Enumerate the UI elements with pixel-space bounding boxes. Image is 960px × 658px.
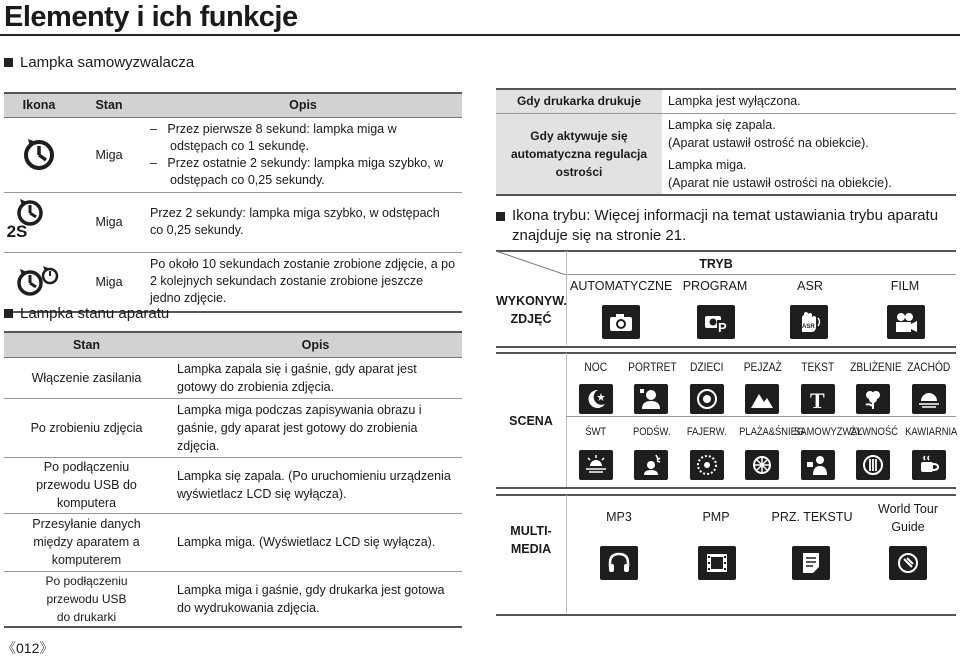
mode-label-asr: ASR [797, 279, 823, 293]
header-ikona: Ikona [4, 93, 74, 117]
landscape-icon [745, 384, 779, 414]
af-lamp-condition: Gdy aktywuje się automatyczna regulacja ostrości [496, 113, 662, 195]
scene-label: TEKST [801, 360, 835, 374]
mode-label-program: PROGRAM [682, 279, 748, 293]
header-stan: Stan [74, 93, 144, 117]
self-timer-10s-icon [4, 117, 74, 192]
state-cell: Po zrobieniu zdjęcia [4, 398, 169, 457]
scene-label: DZIECI [690, 360, 724, 374]
af-lamp-description: Lampka jest wyłączona. [662, 89, 956, 113]
table-top-rule [496, 494, 956, 496]
mm-label-pmp: PMP [702, 510, 730, 524]
world-tour-icon [889, 546, 927, 580]
state-cell: Włączenie zasilania [4, 357, 169, 398]
state-cell: Po podłączeniu przewodu USB do komputera [4, 457, 169, 513]
food-icon [856, 450, 890, 480]
mm-label-world-tour: World Tour Guide [878, 502, 938, 534]
page-title: Elementy i ich funkcje [4, 1, 298, 33]
dawn-icon [579, 450, 613, 480]
film-strip-icon [698, 546, 736, 580]
state-cell: Po podłączeniu przewodu USB do drukarki [4, 571, 169, 627]
table-bottom-rule [496, 614, 956, 616]
mode-label-film: FILM [890, 279, 920, 293]
children-icon [690, 384, 724, 414]
scene-label: ŻYWNOŚĆ [849, 426, 898, 438]
scene-label: ZACHÓD [907, 360, 951, 374]
self-timer-heading [4, 54, 194, 71]
wykonyw-label: WYKONYW. ZDJĘĆ [496, 294, 567, 326]
af-lamp-table [496, 88, 956, 196]
description-line: Lampka się zapala. [668, 117, 776, 132]
description-cell: Po około 10 sekundach zostanie zrobione zdjęcie, a po 2 kolejnych sekundach zostanie zrobione jeszcze jedno zdjęcie. [144, 252, 462, 312]
cafe-icon [912, 450, 946, 480]
af-lamp-condition: Gdy drukarka drukuje [496, 89, 662, 113]
description-cell: Lampka miga i gaśnie, gdy drukarka jest gotowa do wydrukowania zdjęcia. [169, 571, 462, 627]
description-cell: Lampka miga podczas zapisywania obrazu i gaśnie, gdy aparat jest gotowy do zrobienia zdjęcia. [169, 398, 462, 457]
scene-label: ZBLIŻENIE [849, 360, 902, 374]
scena-label: SCENA [509, 414, 553, 428]
night-icon [579, 384, 613, 414]
scene-label: PEJZAŻ [743, 360, 782, 374]
header-stan: Stan [4, 332, 169, 357]
svg-text:ASR: ASR [802, 324, 815, 330]
description-cell: Lampka miga. (Wyświetlacz LCD się wyłącza). [169, 513, 462, 571]
status-lamp-heading-text: Lampka stanu aparatu [20, 305, 170, 322]
table-vline [566, 495, 567, 613]
double-self-timer-icon [4, 252, 74, 312]
header-opis: Opis [144, 93, 462, 117]
mm-label-text: PRZ. TEKSTU [771, 510, 853, 524]
fireworks-icon [690, 450, 724, 480]
table-vline [566, 353, 567, 487]
scene-label: ŚWT [585, 426, 607, 438]
movie-camera-icon [887, 305, 925, 339]
scene-label: PORTRET [627, 360, 677, 374]
description-line: (Aparat ustawił ostrość na obiekcie). [668, 135, 869, 150]
portrait-icon [634, 384, 668, 414]
description-cell: Lampka zapala się i gaśnie, gdy aparat jest gotowy do zrobienia zdjęcia. [169, 357, 462, 398]
scene-label: NOC [584, 360, 608, 374]
mode-icon-heading-text: Ikona trybu: Więcej informacji na temat ustawiania trybu aparatu znajduje się na stronie 21. [512, 207, 939, 244]
scene-label: FAJERW. [686, 426, 727, 438]
self-shot-icon [801, 450, 835, 480]
af-lamp-description [662, 113, 956, 195]
table-line [566, 416, 956, 417]
table-line [566, 274, 956, 275]
state-cell: Przesyłanie danych między aparatem a komputerem [4, 513, 169, 571]
scene-label: PLAŻA&ŚNIEG [738, 426, 804, 438]
scene-label: KAWIARNIA [905, 426, 958, 438]
self-timer-2s-text: 2S [6, 221, 28, 241]
closeup-flower-icon [856, 384, 890, 414]
description-line: (Aparat nie ustawił ostrości na obiekcie). [668, 175, 892, 190]
asr-hand-icon [790, 305, 828, 339]
tryb-label: TRYB [699, 257, 733, 271]
svg-text:P: P [718, 320, 727, 334]
bullet-square-icon [496, 212, 505, 221]
backlight-icon [634, 450, 668, 480]
description-line: – Przez ostatnie 2 sekundy: lampka miga szybko, w odstępach co 0,25 sekundy. [150, 155, 444, 187]
headphones-icon [600, 546, 638, 580]
bullet-square-icon [4, 58, 13, 67]
scene-label: SAMOWYZWAL [794, 426, 863, 438]
description-line: Lampka miga. [668, 157, 747, 172]
state-cell: Miga [74, 117, 144, 192]
table-bottom-rule [496, 487, 956, 489]
scene-label: PODŚW. [632, 426, 670, 438]
self-timer-heading-text: Lampka samowyzwalacza [20, 54, 195, 71]
self-timer-2s-icon [4, 192, 74, 252]
status-lamp-table [4, 331, 462, 628]
table-bottom-rule [496, 346, 956, 348]
text-icon [801, 384, 835, 414]
text-viewer-icon [792, 546, 830, 580]
description-cell: Lampka się zapala. (Po uruchomieniu urządzenia wyświetlacz LCD się wyłącza). [169, 457, 462, 513]
multimedia-label: MULTI-MEDIA [510, 524, 552, 556]
svg-text:T: T [809, 388, 825, 411]
beach-snow-icon [745, 450, 779, 480]
description-cell [144, 117, 462, 192]
mm-label-mp3: MP3 [606, 510, 632, 524]
description-cell: Przez 2 sekundy: lampka miga szybko, w odstępach co 0,25 sekundy. [144, 192, 462, 252]
camera-icon [602, 305, 640, 339]
status-lamp-heading [4, 305, 169, 322]
bullet-square-icon [4, 309, 13, 318]
sunset-icon [912, 384, 946, 414]
header-opis: Opis [169, 332, 462, 357]
mode-label-auto: AUTOMATYCZNE [570, 279, 673, 293]
page-number: 《012》 [2, 640, 54, 656]
description-line: – Przez pierwsze 8 sekund: lampka miga w odstępach co 1 sekundę. [150, 121, 397, 153]
mode-icon-heading [496, 206, 946, 246]
table-top-rule [496, 352, 956, 354]
self-timer-table [4, 92, 462, 313]
program-camera-icon [697, 305, 735, 339]
state-cell: Miga [74, 192, 144, 252]
state-cell: Miga [74, 252, 144, 312]
title-rule [0, 34, 960, 36]
